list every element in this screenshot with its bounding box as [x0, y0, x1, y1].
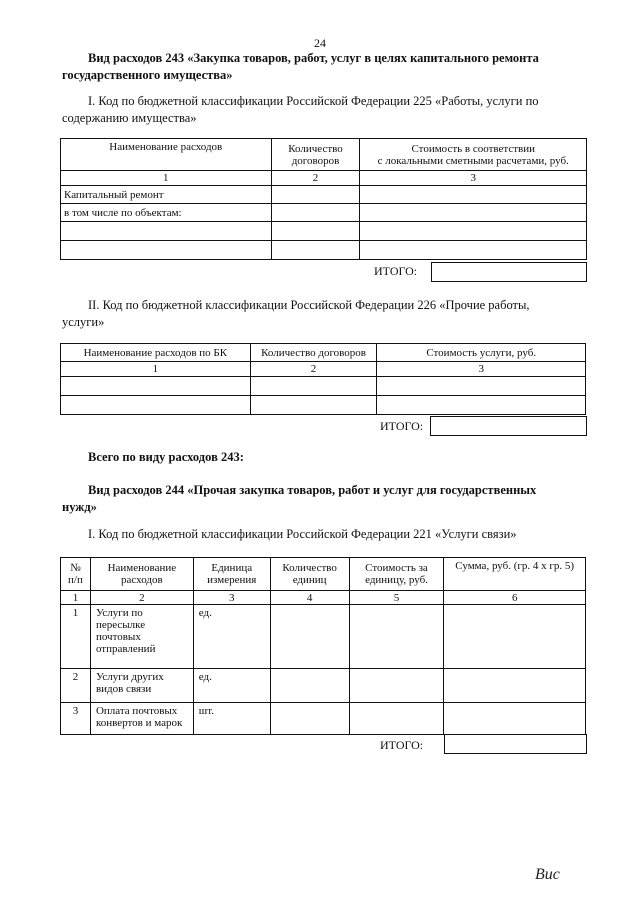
row-name: Услуги по пересылке почтовых отправлений — [90, 605, 193, 669]
column-header: Сумма, руб. (гр. 4 х гр. 5) — [444, 558, 586, 591]
total-label: ИТОГО: — [374, 264, 418, 278]
column-number: 2 — [271, 171, 360, 186]
table-cell — [61, 377, 251, 396]
table-cell — [250, 396, 377, 415]
column-header: Стоимость в соответствии с локальными сметными расчетами, руб. — [360, 139, 587, 171]
table-row — [61, 605, 586, 669]
column-header: Количество единиц — [270, 558, 349, 591]
column-header: Наименование расходов — [90, 558, 193, 591]
section-243-total: Всего по виду расходов 243: — [88, 450, 244, 464]
column-number: 2 — [90, 591, 193, 605]
table-cell — [271, 204, 360, 222]
table-cell — [61, 222, 272, 241]
table-cell — [444, 669, 586, 703]
row-name: Оплата почтовых конвертов и марок — [90, 703, 193, 735]
column-header: Единица измерения — [193, 558, 270, 591]
table-cell — [61, 396, 251, 415]
column-header: Стоимость услуги, руб. — [377, 344, 586, 362]
column-number: 1 — [61, 171, 272, 186]
table-row — [61, 669, 586, 703]
heading-line: нужд» — [62, 500, 97, 514]
table-cell — [377, 396, 586, 415]
total-label: ИТОГО: — [380, 738, 424, 752]
table-cell — [360, 241, 587, 260]
table-cell — [61, 241, 272, 260]
table-cell — [271, 222, 360, 241]
table-cell — [349, 669, 444, 703]
table-cell — [349, 605, 444, 669]
total-value-box — [444, 734, 587, 754]
subsection-226-title — [62, 297, 588, 331]
table-cell: Капитальный ремонт — [61, 186, 272, 204]
column-number: 3 — [377, 362, 586, 377]
row-number: 1 — [61, 605, 91, 669]
para-line: II. Код по бюджетной классификации Российской Федерации 226 «Прочие работы, — [88, 298, 530, 312]
table-cell — [349, 703, 444, 735]
heading-line: Вид расходов 244 «Прочая закупка товаров, работ и услуг для государственных — [88, 483, 537, 497]
table-row — [61, 703, 586, 735]
column-header: № п/п — [61, 558, 91, 591]
heading-line: государственного имущества» — [62, 68, 233, 82]
table-cell — [270, 703, 349, 735]
row-number: 3 — [61, 703, 91, 735]
column-number: 6 — [444, 591, 586, 605]
table-cell — [444, 605, 586, 669]
table-cell — [270, 605, 349, 669]
subsection-221-title: I. Код по бюджетной классификации Российской Федерации 221 «Услуги связи» — [88, 527, 517, 541]
column-header: Количество договоров — [250, 344, 377, 362]
column-number: 2 — [250, 362, 377, 377]
total-value-box — [431, 262, 587, 282]
row-unit: шт. — [193, 703, 270, 735]
table-cell — [377, 377, 586, 396]
column-number: 1 — [61, 362, 251, 377]
row-name: Услуги других видов связи — [90, 669, 193, 703]
para-line: содержанию имущества» — [62, 111, 197, 125]
total-label: ИТОГО: — [380, 419, 424, 433]
row-number: 2 — [61, 669, 91, 703]
table-cell — [360, 222, 587, 241]
column-header: Стоимость за единицу, руб. — [349, 558, 444, 591]
column-header: Количество договоров — [271, 139, 360, 171]
table-221 — [60, 557, 586, 735]
table-cell — [271, 186, 360, 204]
table-226 — [60, 343, 586, 415]
column-number: 3 — [360, 171, 587, 186]
row-unit: ед. — [193, 669, 270, 703]
table-225 — [60, 138, 587, 260]
table-cell — [270, 669, 349, 703]
row-unit: ед. — [193, 605, 270, 669]
para-line: услуги» — [62, 315, 105, 329]
section-244-heading — [62, 482, 588, 516]
column-header: Наименование расходов по БК — [61, 344, 251, 362]
column-number: 4 — [270, 591, 349, 605]
table-cell: в том числе по объектам: — [61, 204, 272, 222]
table-cell — [360, 204, 587, 222]
table-cell — [250, 377, 377, 396]
para-line: I. Код по бюджетной классификации Российской Федерации 225 «Работы, услуги по — [88, 94, 539, 108]
column-number: 3 — [193, 591, 270, 605]
total-value-box — [430, 416, 587, 436]
page-number: 24 — [314, 36, 326, 50]
table-cell — [271, 241, 360, 260]
column-header: Наименование расходов — [61, 139, 272, 171]
handwritten-signature: Вис — [535, 866, 560, 883]
subsection-225-title — [62, 93, 588, 127]
heading-line: Вид расходов 243 «Закупка товаров, работ, услуг в целях капитального ремонта — [88, 51, 539, 65]
table-cell — [360, 186, 587, 204]
column-number: 5 — [349, 591, 444, 605]
section-243-heading — [62, 50, 588, 84]
table-cell — [444, 703, 586, 735]
column-number: 1 — [61, 591, 91, 605]
